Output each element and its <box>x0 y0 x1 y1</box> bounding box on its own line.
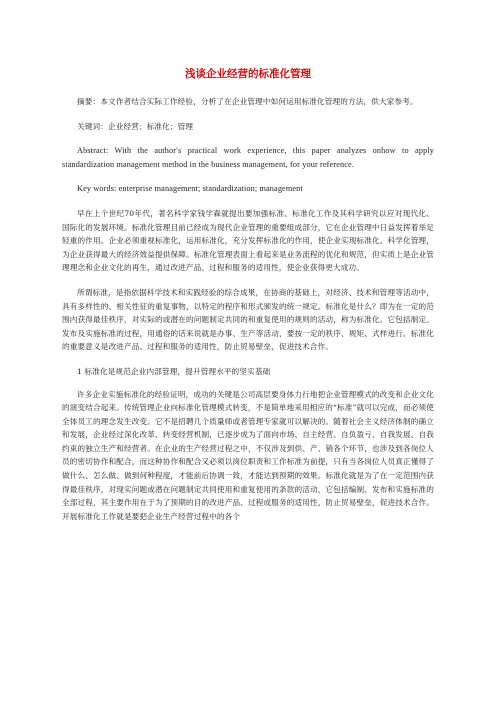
document-title: 浅谈企业经营的标准化管理 <box>185 68 311 80</box>
body-paragraph-3: 许多企业实施标准化的经验证明，成功的关键是公司高层要身体力行地把企业管理模式的改变和企业文化的演变结合起来。传统管理企业向标准化管理模式转变，不是简单地采用相应的“标准”就可以完成，而必须使全体员工的理念发生改变。它不是招聘几个质量师或者管理专家就可以解决的。随着社会主义经济体制的确立和发展，企业经过深化改革、转变经营机制，已逐步成为了面向市场、自主经营、自负盈亏、自我发展、自我约束的独立生产和经营者。在企业的生产经营过程之中，不仅涉及到供、产、销各个环节，也涉及到各岗位人员的密切协作和配合，而这种协作和配合又必须以岗位职责和工作标准为前提，只有当各岗位人员真正懂得了做什么、怎么做、做到何种程度，才能前后协调一致，才能达到预期的效果。标准化就是为了在一定范围内获得最佳秩序，对现实问题或潜在问题制定共同使用和重复使用的条款的活动，它包括编制、发布和实施标准的全部过程，其主要作用在于为了预期的目的改进产品、过程或服务的适用性，防止贸易壁垒，促进技术合作。开展标准化工作就是要把企业生产经营过程中的各个 <box>62 389 435 521</box>
body-paragraph-2: 所谓标准，是指依据科学技术和实践经验的综合成果，在协商的基础上，对经济、技术和管理等活动中，具有多样性的、相关性征的重复事物，以特定的程序和形式颁发的统一规定。标准化是什么？即为在一定的范围内获得最佳秩序，对实际的或潜在的问题制定共同的和重复使用的规则的活动，称为标准化。它包括制定、发布及实施标准的过程，用通俗的话来说就是办事、生产等活动，要按一定的秩序、规矩、式样进行。标准化的重要意义是改进产品、过程和服务的适用性，防止贸易壁垒，促进技术合作。 <box>62 287 434 352</box>
abstract-cn: 摘要：本文作者结合实际工作经验，分析了在企业管理中如何运用标准化管理的方法，供大家参考。 <box>77 97 418 106</box>
keywords-cn: 关键词：企业经营；标准化；管理 <box>77 121 194 131</box>
abstract-en: Abstract: With the author′s practical work experience, this paper analyzes onhow to apply standardization management method in the business management, for your reference. <box>62 146 434 169</box>
body-paragraph-1: 早在上个世纪70年代，著名科学家钱学森就提出要加强标准、标准化工作及其科学研究以应对现代化、国际化的发展环境。标准化管理目前已经成为现代企业管理的重要组成部分，它在企业管理中日益发挥着举足轻重的作用。企业必须重视标准化，运用标准化，充分发挥标准化的作用，使企业实现标准化、科学化管理，为企业获得最大的经济效益提供保障。标准化管理表面上看起来是业务流程的优化和规范，但实质上是企业管理理念和企业文化的再生，通过改进产品、过程和服务的适用性，使企业获得更大成功。 <box>62 208 434 273</box>
section-heading-1: 1 标准化是规范企业内部管理，提升管理水平的坚实基础 <box>77 366 271 376</box>
keywords-en: Key words: enterprise management; standardization; management <box>77 184 303 194</box>
